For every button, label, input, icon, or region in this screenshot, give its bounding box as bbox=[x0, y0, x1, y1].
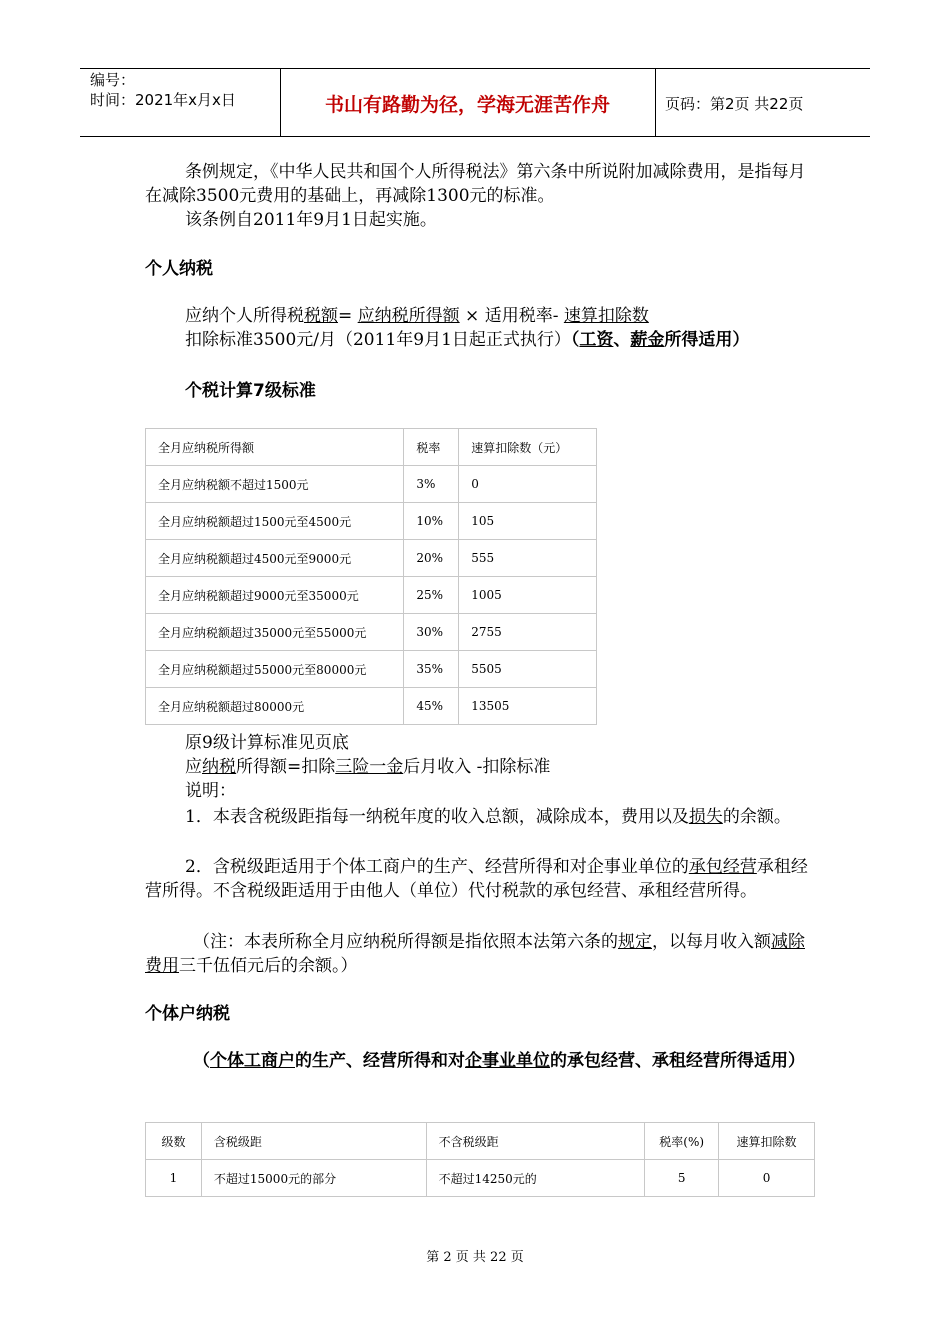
applicability-text: 所得适用） bbox=[664, 330, 750, 350]
header-bottom-rule bbox=[80, 136, 870, 137]
cell-deduction: 5505 bbox=[459, 651, 597, 688]
link-enterprise[interactable]: 企事业单位 bbox=[465, 1051, 550, 1071]
formula-personal-tax bbox=[145, 304, 810, 328]
cell-deduction: 105 bbox=[459, 503, 597, 540]
formula-text: 应 bbox=[185, 757, 202, 777]
link-deduct-expenses[interactable]: 减除费用 bbox=[145, 932, 805, 976]
link-quick-deduction[interactable]: 速算扣除数 bbox=[563, 306, 649, 326]
link-wages[interactable]: 工资 bbox=[579, 330, 614, 350]
cell-income-range: 全月应纳税额超过55000元至80000元 bbox=[146, 651, 404, 688]
cell-deduction: 1005 bbox=[459, 577, 597, 614]
note-1 bbox=[145, 805, 810, 829]
code-label: 编号： bbox=[90, 71, 136, 89]
link-individual-business[interactable]: 个体工商户 bbox=[210, 1051, 295, 1071]
formula-text: 所得额=扣除 bbox=[236, 757, 336, 777]
header-cell: 税率(%) bbox=[645, 1123, 719, 1160]
cell-rate: 10% bbox=[404, 503, 459, 540]
note-text: ，以每月收入额 bbox=[652, 932, 771, 952]
applicability-text: 的承包经营、承租经营所得适用） bbox=[550, 1051, 805, 1071]
paragraph-individual-applicability bbox=[145, 1049, 810, 1073]
cell-rate: 45% bbox=[404, 688, 459, 725]
link-social-insurance[interactable]: 三险一金 bbox=[335, 757, 404, 777]
cell-rate: 30% bbox=[404, 614, 459, 651]
table-row bbox=[146, 614, 597, 651]
table-row bbox=[146, 577, 597, 614]
header-cell: 全月应纳税所得额 bbox=[146, 429, 404, 466]
link-tax-amount[interactable]: 税额 bbox=[304, 306, 338, 326]
bracket: （ bbox=[570, 330, 580, 350]
table-header-row bbox=[146, 1123, 815, 1160]
cell-level: 1 bbox=[146, 1160, 202, 1197]
note-text: 的余额。 bbox=[722, 807, 791, 827]
cell-rate: 35% bbox=[404, 651, 459, 688]
header-cell: 不含税级距 bbox=[426, 1123, 645, 1160]
paragraph-effective-date: 该条例自2011年9月1日起实施。 bbox=[185, 210, 437, 230]
separator: 、 bbox=[613, 330, 631, 350]
bracket: （ bbox=[193, 1051, 210, 1071]
cell-income-range: 全月应纳税额不超过1500元 bbox=[146, 466, 404, 503]
table-row bbox=[146, 540, 597, 577]
header-top-rule bbox=[80, 68, 870, 69]
cell-income-range: 全月应纳税额超过35000元至55000元 bbox=[146, 614, 404, 651]
header-cell: 速算扣除数 bbox=[719, 1123, 815, 1160]
cell-deduction: 0 bbox=[719, 1160, 815, 1197]
cell-deduction: 0 bbox=[459, 466, 597, 503]
table-row bbox=[146, 1160, 815, 1197]
cell-income-range: 全月应纳税额超过1500元至4500元 bbox=[146, 503, 404, 540]
table-row bbox=[146, 466, 597, 503]
table-row bbox=[146, 503, 597, 540]
individual-tax-table bbox=[145, 1122, 815, 1197]
cell-untaxed-range: 不超过14250元的 bbox=[426, 1160, 645, 1197]
formula-text: 后月收入 -扣除标准 bbox=[403, 757, 551, 777]
page-footer: 第 2 页 共 22 页 bbox=[426, 1250, 524, 1265]
note-2 bbox=[145, 855, 810, 903]
paragraph-deduction-standard bbox=[145, 328, 810, 352]
heading-personal-tax: 个人纳税 bbox=[145, 259, 213, 279]
note-text: 1．本表含税级距指每一纳税年度的收入总额，减除成本，费用以及 bbox=[185, 807, 689, 827]
header-divider-right bbox=[655, 68, 656, 136]
formula-text: = bbox=[338, 306, 358, 326]
deduction-text: 扣除标准3500元/月（2011年9月1日起正式执行） bbox=[185, 330, 571, 350]
header-cell: 税率 bbox=[404, 429, 459, 466]
header-page-info: 页码：第2页 共22页 bbox=[665, 95, 804, 113]
cell-rate: 3% bbox=[404, 466, 459, 503]
cell-rate: 25% bbox=[404, 577, 459, 614]
cell-rate: 20% bbox=[404, 540, 459, 577]
table-row bbox=[146, 688, 597, 725]
cell-rate: 5 bbox=[645, 1160, 719, 1197]
header-cell: 速算扣除数（元） bbox=[459, 429, 597, 466]
note-text: 承租经营所得。不含税级距适用于由他人（单位）代付税款的承包经营、承租经营所得。 bbox=[145, 857, 808, 901]
header-cell: 级数 bbox=[146, 1123, 202, 1160]
header-motto: 书山有路勤为径，学海无涯苦作舟 bbox=[324, 94, 610, 116]
link-pay-tax[interactable]: 纳税 bbox=[202, 757, 236, 777]
link-taxable-income[interactable]: 应纳税所得额 bbox=[357, 306, 460, 326]
explanation-label: 说明： bbox=[185, 781, 236, 801]
time-label: 时间：2021年x月x日 bbox=[90, 91, 236, 109]
cell-income-range: 全月应纳税额超过9000元至35000元 bbox=[146, 577, 404, 614]
cell-deduction: 13505 bbox=[459, 688, 597, 725]
link-salary[interactable]: 薪金 bbox=[630, 330, 665, 350]
formula-text: 应纳个人所得税 bbox=[185, 306, 304, 326]
paragraph-regulation: 条例规定，《中华人民共和国个人所得税法》第六条中所说附加减除费用，是指每月在减除3500元费用的基础上，再减除1300元的标准。 bbox=[145, 162, 806, 206]
link-loss[interactable]: 损失 bbox=[688, 807, 723, 827]
heading-individual-business-tax: 个体户纳税 bbox=[145, 1004, 230, 1024]
formula-text: × 适用税率- bbox=[459, 306, 564, 326]
cell-deduction: 555 bbox=[459, 540, 597, 577]
tax-rate-table bbox=[145, 428, 597, 725]
formula-taxable-income bbox=[145, 755, 810, 779]
cell-income-range: 全月应纳税额超过4500元至9000元 bbox=[146, 540, 404, 577]
cell-income-range: 全月应纳税额超过80000元 bbox=[146, 688, 404, 725]
cell-taxed-range: 不超过15000元的部分 bbox=[201, 1160, 426, 1197]
table-row bbox=[146, 651, 597, 688]
cell-deduction: 2755 bbox=[459, 614, 597, 651]
table-header-row bbox=[146, 429, 597, 466]
link-contract-operation[interactable]: 承包经营 bbox=[688, 857, 757, 877]
note-text: 2．含税级距适用于个体工商户的生产、经营所得和对企事业单位的 bbox=[185, 857, 689, 877]
heading-7-level-standard: 个税计算7级标准 bbox=[185, 381, 316, 401]
header-cell: 含税级距 bbox=[201, 1123, 426, 1160]
header-meta bbox=[90, 70, 236, 110]
link-regulation[interactable]: 规定 bbox=[618, 932, 652, 952]
paragraph-old-standard: 原9级计算标准见页底 bbox=[185, 733, 349, 753]
applicability-text: 的生产、经营所得和对 bbox=[295, 1051, 465, 1071]
note-text: 三千伍佰元后的余额。） bbox=[179, 956, 358, 976]
note-text: （注：本表所称全月应纳税所得额是指依照本法第六条的 bbox=[193, 932, 618, 952]
note-3 bbox=[145, 930, 810, 978]
